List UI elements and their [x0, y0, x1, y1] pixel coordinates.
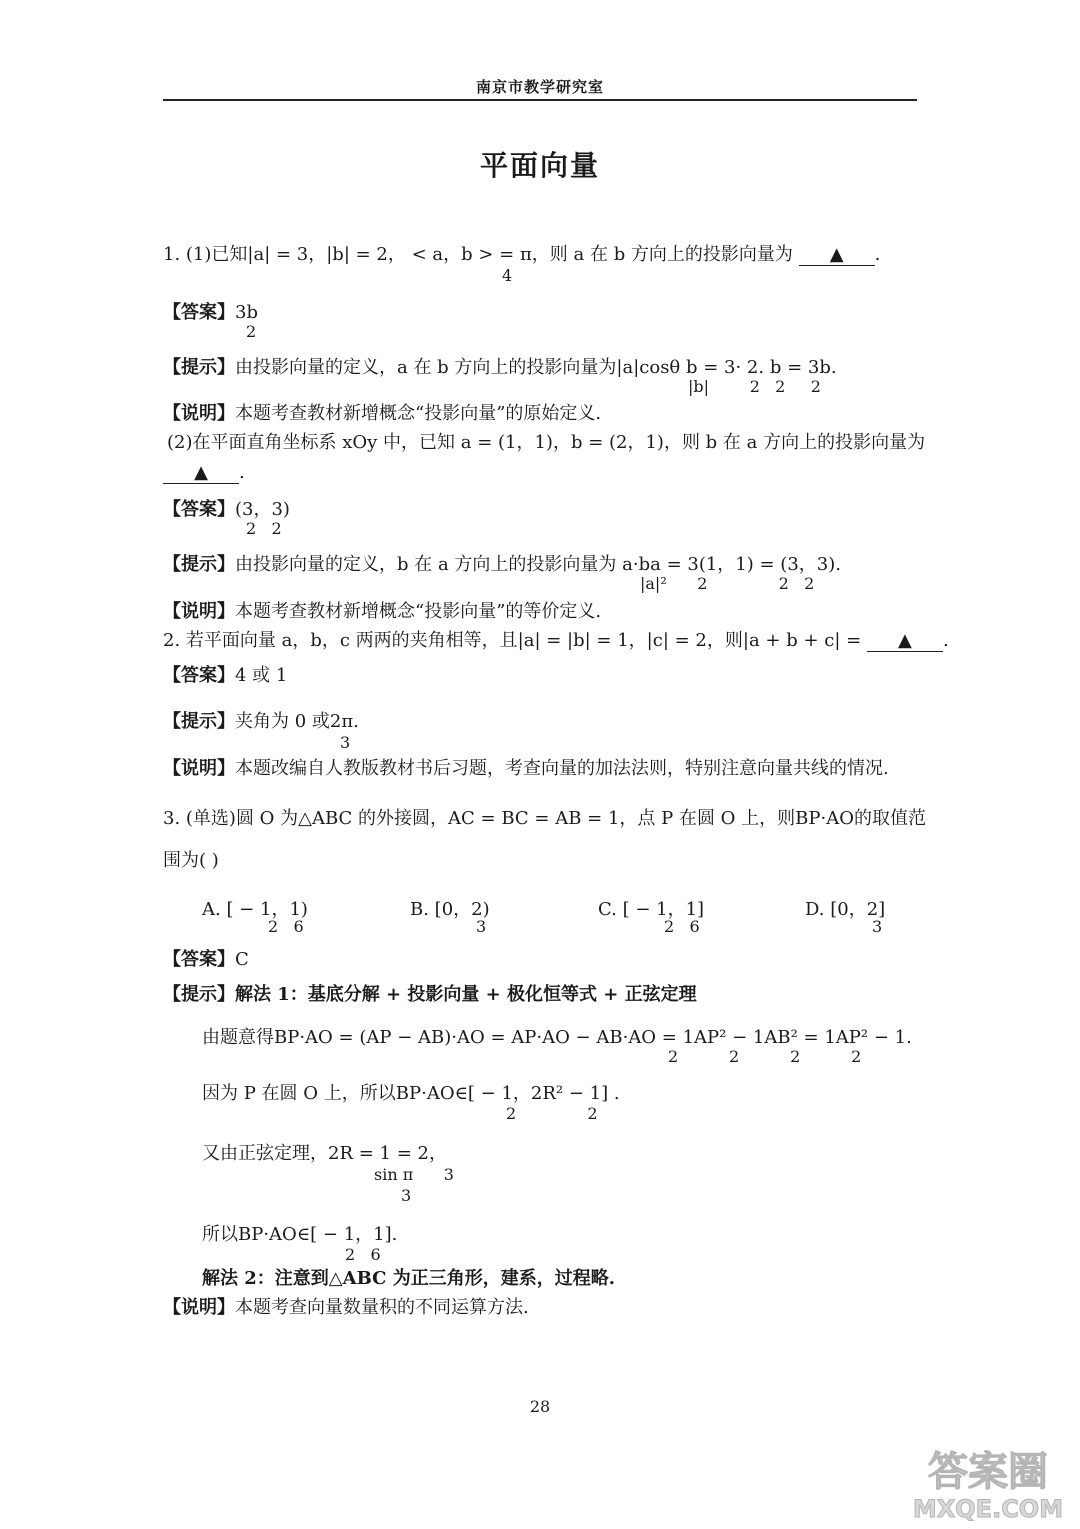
fraction-denominator: 2 2	[246, 519, 282, 538]
fraction-denominator: 2 2	[506, 1104, 598, 1123]
fraction-denominator: 2 6	[664, 917, 700, 936]
hint-tag: 【提示】	[163, 984, 235, 1005]
fraction-denominator: |a|² 2 2 2	[640, 574, 815, 593]
fraction-denominator: 3	[872, 917, 883, 936]
answer-text: 4 或 1	[235, 665, 288, 686]
solution-method-2: 解法 2：注意到△ABC 为正三角形，建系，过程略.	[202, 1268, 616, 1289]
hint-tag: 【提示】	[163, 711, 235, 732]
answer-blank	[799, 245, 875, 266]
triangle-marker: ▲	[194, 462, 208, 483]
fraction-denominator: 3	[476, 917, 487, 936]
svg-text:MXQE.COM: MXQE.COM	[912, 1495, 1064, 1523]
question-2: 2. 若平面向量 a，b，c 两两的夹角相等，且|a| = |b| = 1，|c| = 2，则|a + b + c| = ▲ .	[163, 630, 949, 651]
note-3	[163, 1295, 529, 1321]
fraction-denominator: 3	[340, 733, 351, 752]
fraction-denominator: 2 6	[345, 1245, 381, 1264]
fraction-denominator: 3	[401, 1186, 412, 1205]
note-tag: 【说明】	[163, 403, 235, 424]
question-1-1: 1. (1)已知|a| = 3，|b| = 2， < a，b > = π，则 a 在 b 方向上的投影向量为 ▲ .	[163, 244, 881, 265]
solution-line-1: 由题意得BP·AO = (AP − AB)·AO = AP·AO − AB·AO = 1AP² − 1AB² = 1AP² − 1.	[202, 1027, 912, 1048]
page-title: 平面向量	[479, 149, 600, 182]
option-c: C. [ − 1，1]	[598, 899, 705, 920]
option-b: B. [0，2)	[410, 899, 490, 920]
triangle-marker: ▲	[898, 630, 912, 651]
solution-line-4: 所以BP·AO∈[ − 1，1].	[202, 1224, 398, 1245]
answer-blank	[867, 631, 943, 652]
note-text: 本题考查向量数量积的不同运算方法.	[235, 1297, 529, 1318]
answer-tag: 【答案】	[163, 665, 235, 686]
note-tag: 【说明】	[163, 601, 235, 622]
note-2	[163, 756, 889, 782]
answer-text: 3b	[235, 302, 258, 323]
watermark-logo	[904, 1439, 1072, 1523]
hint-text: 解法 1：基底分解 + 投影向量 + 极化恒等式 + 正弦定理	[235, 984, 697, 1005]
answer-tag: 【答案】	[163, 302, 235, 323]
note-text: 本题考查教材新增概念“投影向量”的原始定义.	[235, 403, 602, 424]
fraction-denominator: |b| 2 2 2	[688, 377, 821, 396]
page-header: 南京市教学研究室	[475, 78, 604, 96]
option-d: D. [0，2]	[805, 899, 886, 920]
note-1-2	[163, 599, 601, 625]
question-3-cont: 围为( )	[163, 850, 219, 871]
fraction-denominator: 2 2 2 2	[668, 1047, 862, 1066]
svg-text:答案圈: 答案圈	[928, 1449, 1048, 1495]
solution-line-3: 又由正弦定理，2R = 1 = 2，	[202, 1143, 447, 1164]
hint-tag: 【提示】	[163, 554, 235, 575]
note-1-1	[163, 401, 601, 427]
question-1-2: (2)在平面直角坐标系 xOy 中，已知 a = (1，1)，b = (2，1)，则 b 在 a 方向上的投影向量为	[167, 432, 926, 453]
hint-3	[163, 982, 697, 1008]
triangle-marker: ▲	[829, 244, 844, 265]
hint-text: 由投影向量的定义，b 在 a 方向上的投影向量为 a·ba = 3(1，1) = (3，3).	[235, 554, 841, 575]
fraction-denominator: 4	[502, 266, 513, 285]
page-number: 28	[529, 1397, 551, 1416]
answer-tag: 【答案】	[163, 949, 235, 970]
note-tag: 【说明】	[163, 758, 235, 779]
solution-line-2: 因为 P 在圆 O 上，所以BP·AO∈[ − 1，2R² − 1] .	[202, 1083, 620, 1104]
answer-blank	[163, 463, 239, 484]
answer-text: (3，3)	[235, 499, 290, 520]
hint-text: 夹角为 0 或2π.	[235, 711, 359, 732]
answer-3	[163, 947, 249, 973]
question-2-text: 2. 若平面向量 a，b，c 两两的夹角相等，且|a| = |b| = 1，|c| = 2，则|a + b + c| =	[163, 630, 862, 651]
answer-1-1	[163, 300, 258, 326]
question-1-2-blank-line: ▲ .	[163, 460, 245, 486]
answer-2	[163, 663, 287, 689]
hint-2	[163, 709, 359, 735]
question-3: 3. (单选)圆 O 为△ABC 的外接圆，AC = BC = AB = 1，点 P 在圆 O 上，则BP·AO的取值范	[163, 808, 926, 829]
answer-tag: 【答案】	[163, 499, 235, 520]
note-text: 本题改编自人教版教材书后习题，考查向量的加法法则，特别注意向量共线的情况.	[235, 758, 889, 779]
hint-tag: 【提示】	[163, 357, 235, 378]
fraction-denominator: 2	[246, 322, 257, 341]
question-1-1-text: 1. (1)已知|a| = 3，|b| = 2， < a，b > = π，则 a 在 b 方向上的投影向量为	[163, 244, 793, 265]
note-tag: 【说明】	[163, 1297, 235, 1318]
option-a: A. [ − 1，1)	[202, 899, 308, 920]
fraction-denominator: 2 6	[268, 917, 304, 936]
hint-text: 由投影向量的定义，a 在 b 方向上的投影向量为|a|cosθ b = 3· 2. b = 3b.	[235, 357, 837, 378]
answer-text: C	[235, 949, 249, 970]
note-text: 本题考查教材新增概念“投影向量”的等价定义.	[235, 601, 602, 622]
fraction-denominator: sin π 3	[374, 1165, 454, 1184]
header-rule	[163, 99, 917, 101]
